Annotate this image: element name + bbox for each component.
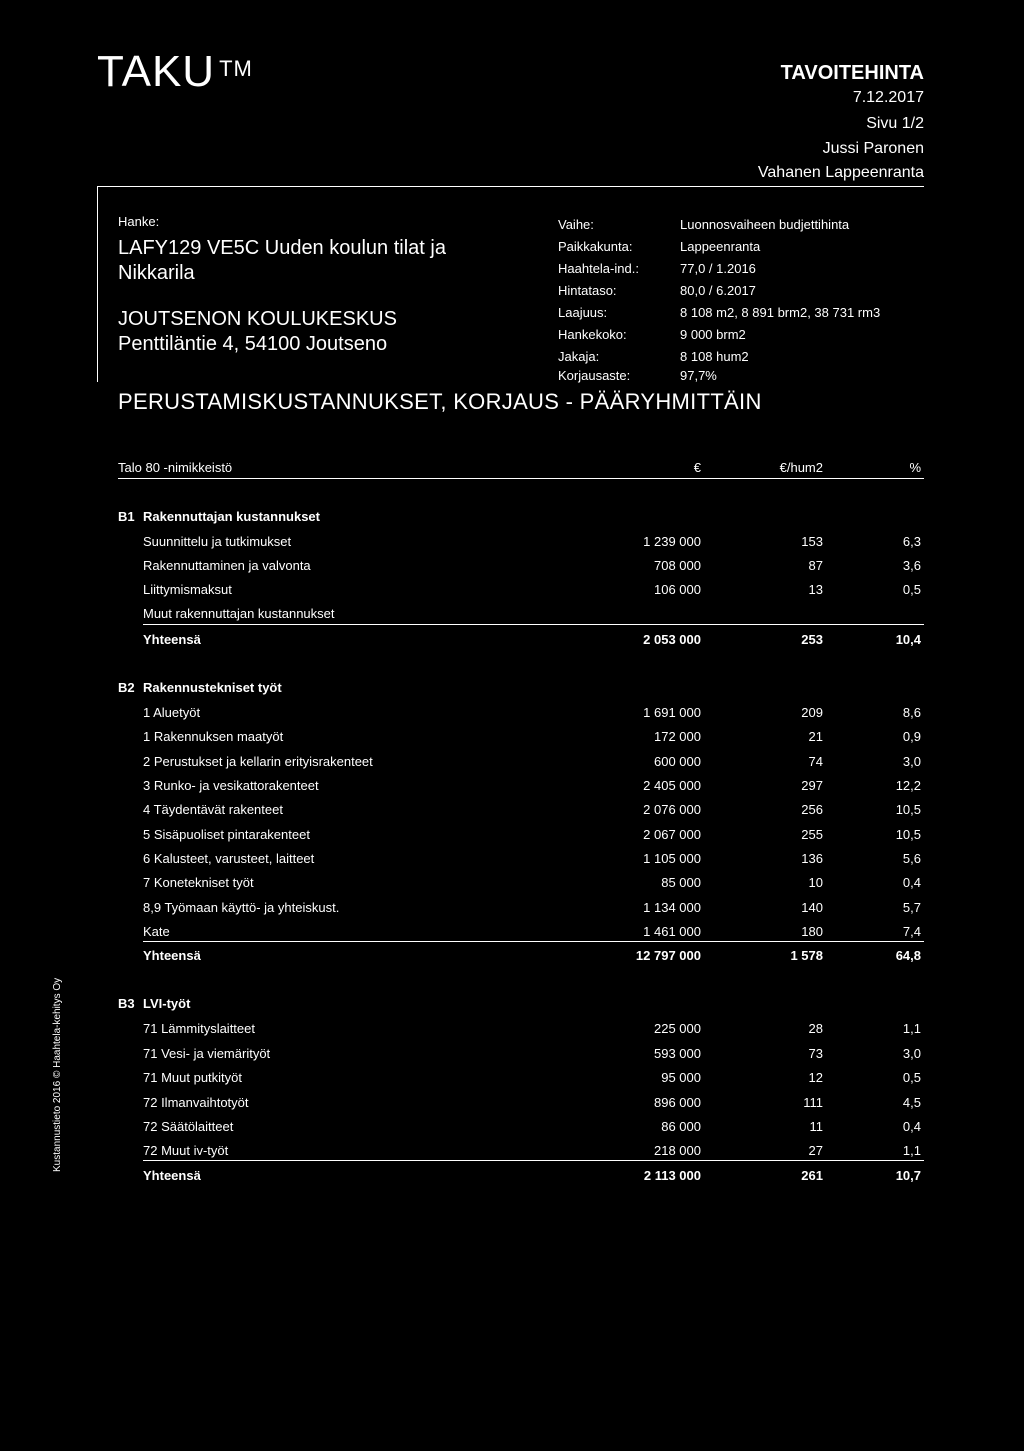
row-pct: 1,1	[902, 1021, 921, 1036]
copyright-side-text: Kustannustieto 2016 © Haahtela-kehitys Oy	[52, 977, 63, 1172]
row-hum: 255	[801, 827, 823, 842]
info-key: Korjausaste:	[558, 368, 631, 383]
row-name: 8,9 Työmaan käyttö- ja yhteiskust.	[143, 900, 340, 915]
total-row	[0, 1168, 1024, 1190]
table-row	[0, 1095, 1024, 1117]
column-header-hum: €/hum2	[779, 460, 823, 475]
total-pct: 10,4	[895, 632, 921, 647]
row-hum: 74	[808, 754, 823, 769]
group-code: B3	[118, 996, 135, 1011]
table-row	[0, 534, 1024, 556]
info-value: Lappeenranta	[680, 239, 761, 254]
info-value: 80,0 / 6.2017	[680, 283, 756, 298]
total-eur: 2 053 000	[643, 632, 701, 647]
row-name: 5 Sisäpuoliset pintarakenteet	[143, 827, 310, 842]
info-value: 97,7%	[680, 368, 717, 383]
table-row	[0, 851, 1024, 873]
table-row	[0, 1021, 1024, 1043]
row-name: 72 Säätölaitteet	[143, 1119, 234, 1134]
total-label: Yhteensä	[143, 948, 201, 963]
table-row	[0, 729, 1024, 751]
project-site-line1: JOUTSENON KOULUKESKUS	[118, 308, 397, 330]
row-hum: 73	[808, 1046, 823, 1061]
row-pct: 12,2	[895, 778, 921, 793]
info-key: Haahtela-ind.:	[558, 261, 639, 276]
row-eur: 2 067 000	[643, 827, 701, 842]
info-key: Hankekoko:	[558, 327, 627, 342]
row-eur: 2 405 000	[643, 778, 701, 793]
row-pct: 10,5	[895, 827, 921, 842]
row-hum: 256	[801, 802, 823, 817]
total-divider	[143, 1160, 924, 1161]
page-number: Sivu 1/2	[866, 115, 924, 132]
info-value: 9 000 brm2	[680, 327, 746, 342]
table-row	[0, 1143, 1024, 1165]
row-name: 72 Muut iv-työt	[143, 1143, 229, 1158]
row-hum: 153	[801, 534, 823, 549]
total-eur: 2 113 000	[643, 1168, 701, 1183]
group-code: B2	[118, 680, 135, 695]
table-row	[0, 875, 1024, 897]
row-name: 4 Täydentävät rakenteet	[143, 802, 283, 817]
table-row	[0, 827, 1024, 849]
table-row	[0, 802, 1024, 824]
total-hum: 261	[801, 1168, 823, 1183]
row-hum: 136	[801, 851, 823, 866]
author-name: Jussi Paronen	[822, 140, 924, 157]
row-eur: 1 134 000	[643, 900, 701, 915]
row-eur: 600 000	[654, 754, 701, 769]
row-name: 7 Konetekniset työt	[143, 875, 254, 890]
row-pct: 3,6	[902, 558, 921, 573]
total-divider	[143, 624, 924, 625]
info-value: 8 108 m2, 8 891 brm2, 38 731 rm3	[680, 305, 881, 320]
row-pct: 0,5	[902, 1070, 921, 1085]
row-hum: 13	[808, 582, 823, 597]
row-pct: 0,4	[902, 1119, 921, 1134]
table-row	[0, 778, 1024, 800]
document-title: TAVOITEHINTA	[780, 62, 924, 84]
row-pct: 3,0	[902, 754, 921, 769]
row-hum: 297	[801, 778, 823, 793]
row-name: 1 Rakennuksen maatyöt	[143, 729, 284, 744]
project-name-line2: Nikkarila	[118, 262, 195, 284]
row-pct: 7,4	[902, 924, 921, 939]
column-header-name: Talo 80 -nimikkeistö	[118, 460, 233, 475]
row-name: Rakennuttaminen ja valvonta	[143, 558, 311, 573]
column-header-eur: €	[693, 460, 701, 475]
row-hum: 87	[808, 558, 823, 573]
row-eur: 896 000	[654, 1095, 701, 1110]
row-hum: 21	[808, 729, 823, 744]
row-pct: 1,1	[902, 1143, 921, 1158]
header-divider	[97, 186, 924, 187]
logo	[97, 47, 253, 96]
section-title: PERUSTAMISKUSTANNUKSET, KORJAUS - PÄÄRYHMITTÄIN	[118, 389, 762, 414]
trademark: TM	[219, 56, 253, 81]
logo-text: TAKU	[97, 47, 216, 96]
info-value: 77,0 / 1.2016	[680, 261, 756, 276]
project-name-line1: LAFY129 VE5C Uuden koulun tilat ja	[118, 237, 446, 259]
row-name: 71 Muut putkityöt	[143, 1070, 242, 1085]
row-eur: 708 000	[654, 558, 701, 573]
row-name: 71 Lämmityslaitteet	[143, 1021, 255, 1036]
total-pct: 10,7	[895, 1168, 921, 1183]
row-pct: 8,6	[902, 705, 921, 720]
row-pct: 6,3	[902, 534, 921, 549]
row-pct: 0,9	[902, 729, 921, 744]
table-row	[0, 1046, 1024, 1068]
row-name: 2 Perustukset ja kellarin erityisrakenteet	[143, 754, 373, 769]
row-pct: 3,0	[902, 1046, 921, 1061]
info-value: 8 108 hum2	[680, 349, 749, 364]
total-label: Yhteensä	[143, 632, 201, 647]
row-hum: 209	[801, 705, 823, 720]
row-name: 71 Vesi- ja viemärityöt	[143, 1046, 271, 1061]
header-left-border	[97, 186, 98, 382]
row-name: Suunnittelu ja tutkimukset	[143, 534, 292, 549]
total-hum: 1 578	[790, 948, 823, 963]
info-key: Jakaja:	[558, 349, 600, 364]
row-eur: 1 239 000	[643, 534, 701, 549]
table-row	[0, 754, 1024, 776]
row-pct: 5,7	[902, 900, 921, 915]
row-eur: 225 000	[654, 1021, 701, 1036]
project-site-line2: Penttiläntie 4, 54100 Joutseno	[118, 333, 388, 355]
info-key: Hintataso:	[558, 283, 617, 298]
row-eur: 2 076 000	[643, 802, 701, 817]
row-name: 6 Kalusteet, varusteet, laitteet	[143, 851, 315, 866]
table-row	[0, 582, 1024, 604]
info-value: Luonnosvaiheen budjettihinta	[680, 217, 850, 232]
column-header-pct: %	[909, 460, 921, 475]
row-name: Liittymismaksut	[143, 582, 232, 597]
row-eur: 1 105 000	[643, 851, 701, 866]
row-pct: 4,5	[902, 1095, 921, 1110]
row-eur: 95 000	[661, 1070, 701, 1085]
total-eur: 12 797 000	[635, 948, 701, 963]
table-row	[0, 1070, 1024, 1092]
info-key: Vaihe:	[558, 217, 594, 232]
table-row	[0, 705, 1024, 727]
company-name: Vahanen Lappeenranta	[757, 164, 924, 181]
total-divider	[143, 941, 924, 942]
row-name: 1 Aluetyöt	[143, 705, 201, 720]
group-name: Rakennustekniset työt	[143, 680, 282, 695]
row-hum: 27	[808, 1143, 823, 1158]
table-row	[0, 924, 1024, 946]
row-pct: 5,6	[902, 851, 921, 866]
table-header-divider	[118, 478, 924, 479]
total-row	[0, 948, 1024, 970]
project-label: Hanke:	[118, 214, 160, 229]
row-eur: 1 461 000	[643, 924, 701, 939]
table-row	[0, 900, 1024, 922]
row-pct: 0,4	[902, 875, 921, 890]
total-label: Yhteensä	[143, 1168, 201, 1183]
document-date: 7.12.2017	[852, 89, 924, 106]
info-key: Laajuus:	[558, 305, 608, 320]
row-eur: 218 000	[654, 1143, 701, 1158]
row-eur: 106 000	[654, 582, 701, 597]
group-name: LVI-työt	[143, 996, 191, 1011]
row-eur: 85 000	[661, 875, 701, 890]
total-row	[0, 632, 1024, 654]
group-name: Rakennuttajan kustannukset	[143, 509, 320, 524]
group-code: B1	[118, 509, 135, 524]
row-pct: 0,5	[902, 582, 921, 597]
row-name: 72 Ilmanvaihtotyöt	[143, 1095, 249, 1110]
row-eur: 593 000	[654, 1046, 701, 1061]
row-eur: 172 000	[654, 729, 701, 744]
row-hum: 28	[808, 1021, 823, 1036]
row-hum: 180	[801, 924, 823, 939]
row-eur: 1 691 000	[643, 705, 701, 720]
total-pct: 64,8	[895, 948, 921, 963]
row-hum: 111	[803, 1095, 823, 1110]
table-row	[0, 1119, 1024, 1141]
row-name: Muut rakennuttajan kustannukset	[143, 606, 335, 621]
total-hum: 253	[801, 632, 823, 647]
row-name: Kate	[143, 924, 170, 939]
row-hum: 12	[808, 1070, 823, 1085]
row-hum: 140	[801, 900, 823, 915]
row-hum: 11	[809, 1119, 823, 1134]
row-pct: 10,5	[895, 802, 921, 817]
row-eur: 86 000	[661, 1119, 701, 1134]
row-hum: 10	[808, 875, 823, 890]
info-key: Paikkakunta:	[558, 239, 633, 254]
table-row	[0, 558, 1024, 580]
row-name: 3 Runko- ja vesikattorakenteet	[143, 778, 319, 793]
